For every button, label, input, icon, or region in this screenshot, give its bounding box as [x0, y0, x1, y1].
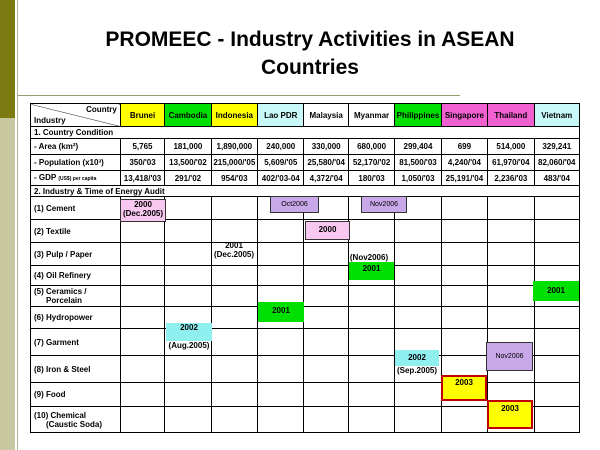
- country-header: Malaysia: [304, 104, 348, 127]
- audit-iron-thailand: Nov2006: [486, 342, 533, 371]
- title-divider: [18, 95, 460, 96]
- industry-label: (8) Iron & Steel: [31, 356, 121, 383]
- audit-date-garment-cambodia: (Aug.2005): [168, 341, 210, 350]
- population-cell: 215,000/'05: [211, 155, 257, 171]
- country-header: Vietnam: [534, 104, 579, 127]
- industry-label: (6) Hydropower: [31, 307, 121, 329]
- audit-year: 2002: [180, 323, 198, 332]
- audit-pulp-indonesia: [209, 241, 259, 259]
- industry-row: [31, 266, 580, 286]
- industry-label: (2) Textile: [31, 220, 121, 243]
- population-cell: 5,609/'05: [258, 155, 304, 171]
- country-header: Philippines: [395, 104, 441, 127]
- area-cell: 181,000: [165, 139, 211, 155]
- gdp-row: [31, 171, 580, 186]
- industry-label: (3) Pulp / Paper: [31, 243, 121, 266]
- accent-vertical-line: [17, 0, 18, 450]
- population-cell: 13,500/'02: [165, 155, 211, 171]
- accent-bar-bottom: [0, 118, 15, 450]
- industry-label: (9) Food: [31, 383, 121, 407]
- gdp-cell: 1,050/'03: [395, 171, 441, 186]
- gdp-label: [31, 171, 121, 186]
- area-cell: 680,000: [348, 139, 394, 155]
- area-label: - Area (km²): [31, 139, 121, 155]
- gdp-cell: 25,191/'04: [441, 171, 487, 186]
- industry-label-line1: (5) Ceramics /: [34, 287, 87, 296]
- gdp-cell: 954/'03: [211, 171, 257, 186]
- industry-label-line2: Porcelain: [46, 296, 83, 305]
- gdp-cell: 2,236/'03: [488, 171, 534, 186]
- industry-label: (7) Garment: [31, 329, 121, 356]
- audit-food-singapore: 2003: [441, 375, 487, 401]
- accent-bar-top: [0, 0, 15, 118]
- section-row: [31, 186, 580, 197]
- industry-label-line1: (10) Chemical: [34, 410, 87, 420]
- country-header: Brunei: [120, 104, 164, 127]
- country-header: Cambodia: [165, 104, 211, 127]
- industry-row: [31, 243, 580, 266]
- population-cell: 61,970/'04: [488, 155, 534, 171]
- slide-title: [30, 26, 590, 82]
- country-header: Myanmar: [348, 104, 394, 127]
- area-cell: 514,000: [488, 139, 534, 155]
- audit-cement-brunei: [120, 199, 166, 222]
- area-cell: 699: [441, 139, 487, 155]
- gdp-label-sub: (US$) per capita: [58, 175, 97, 182]
- gdp-cell: 13,418/'03: [120, 171, 164, 186]
- gdp-cell: 180/'03: [348, 171, 394, 186]
- area-cell: 299,404: [395, 139, 441, 155]
- gdp-label-main: - GDP: [34, 172, 57, 182]
- population-cell: 4,240/'04: [441, 155, 487, 171]
- area-cell: 330,000: [304, 139, 348, 155]
- population-cell: 25,580/'04: [304, 155, 348, 171]
- audit-date-oil-myanmar: (Nov2006): [349, 253, 389, 262]
- industry-label-line2: (Caustic Soda): [46, 419, 103, 429]
- industry-activities-table: [30, 103, 580, 433]
- audit-oil-myanmar: 2001: [349, 262, 394, 280]
- gdp-cell: 483/'04: [534, 171, 579, 186]
- slide-title-line2: Countries: [260, 56, 359, 79]
- country-header-row: [31, 104, 580, 127]
- population-cell: 82,060/'04: [534, 155, 579, 171]
- country-header: Singapore: [441, 104, 487, 127]
- area-cell: 1,890,000: [211, 139, 257, 155]
- population-label: - Population (x10³): [31, 155, 121, 171]
- audit-year: 2000: [134, 200, 152, 209]
- country-header: Thailand: [488, 104, 534, 127]
- gdp-cell: 402/'03-04: [258, 171, 304, 186]
- audit-garment-cambodia: [166, 323, 212, 341]
- audit-cement-lao: Oct2006: [270, 196, 319, 213]
- industry-row: [31, 307, 580, 329]
- audit-date: (Dec.2005): [122, 209, 164, 218]
- industry-axis-label: Industry: [34, 116, 66, 125]
- industry-label: [31, 286, 121, 307]
- population-cell: 52,170/'02: [348, 155, 394, 171]
- audit-textile-malaysia: 2000: [305, 221, 350, 240]
- audit-chemical-thailand: 2003: [487, 400, 533, 429]
- audit-date-iron-philippines: (Sep.2005): [396, 366, 438, 375]
- population-cell: 350/'03: [120, 155, 164, 171]
- corner-header: [31, 104, 121, 127]
- gdp-cell: 291/'02: [165, 171, 211, 186]
- section-row: [31, 127, 580, 139]
- audit-date: (Dec.2005): [213, 250, 255, 259]
- country-header: Lao PDR: [258, 104, 304, 127]
- industry-label: (1) Cement: [31, 197, 121, 220]
- audit-ceramics-vietnam: 2001: [533, 281, 579, 301]
- area-cell: 5,765: [120, 139, 164, 155]
- section-country-condition: 1. Country Condition: [31, 127, 580, 139]
- area-cell: 240,000: [258, 139, 304, 155]
- industry-label: [31, 407, 121, 433]
- country-axis-label: Country: [86, 105, 117, 114]
- population-cell: 81,500/'03: [395, 155, 441, 171]
- slide-title-line1: PROMEEC - Industry Activities in ASEAN: [105, 28, 515, 51]
- section-industry-audit: 2. Industry & Time of Energy Audit: [31, 186, 580, 197]
- gdp-cell: 4,372/'04: [304, 171, 348, 186]
- industry-label: (4) Oil Refinery: [31, 266, 121, 286]
- audit-hydro-lao: 2001: [258, 302, 304, 322]
- country-header: Indonesia: [211, 104, 257, 127]
- audit-iron-philippines: 2002: [395, 350, 439, 366]
- audit-cement-myanmar: Nov2006: [361, 196, 407, 213]
- area-cell: 329,241: [534, 139, 579, 155]
- industry-row: [31, 286, 580, 307]
- audit-year: 2001: [225, 241, 243, 250]
- population-row: [31, 155, 580, 171]
- area-row: [31, 139, 580, 155]
